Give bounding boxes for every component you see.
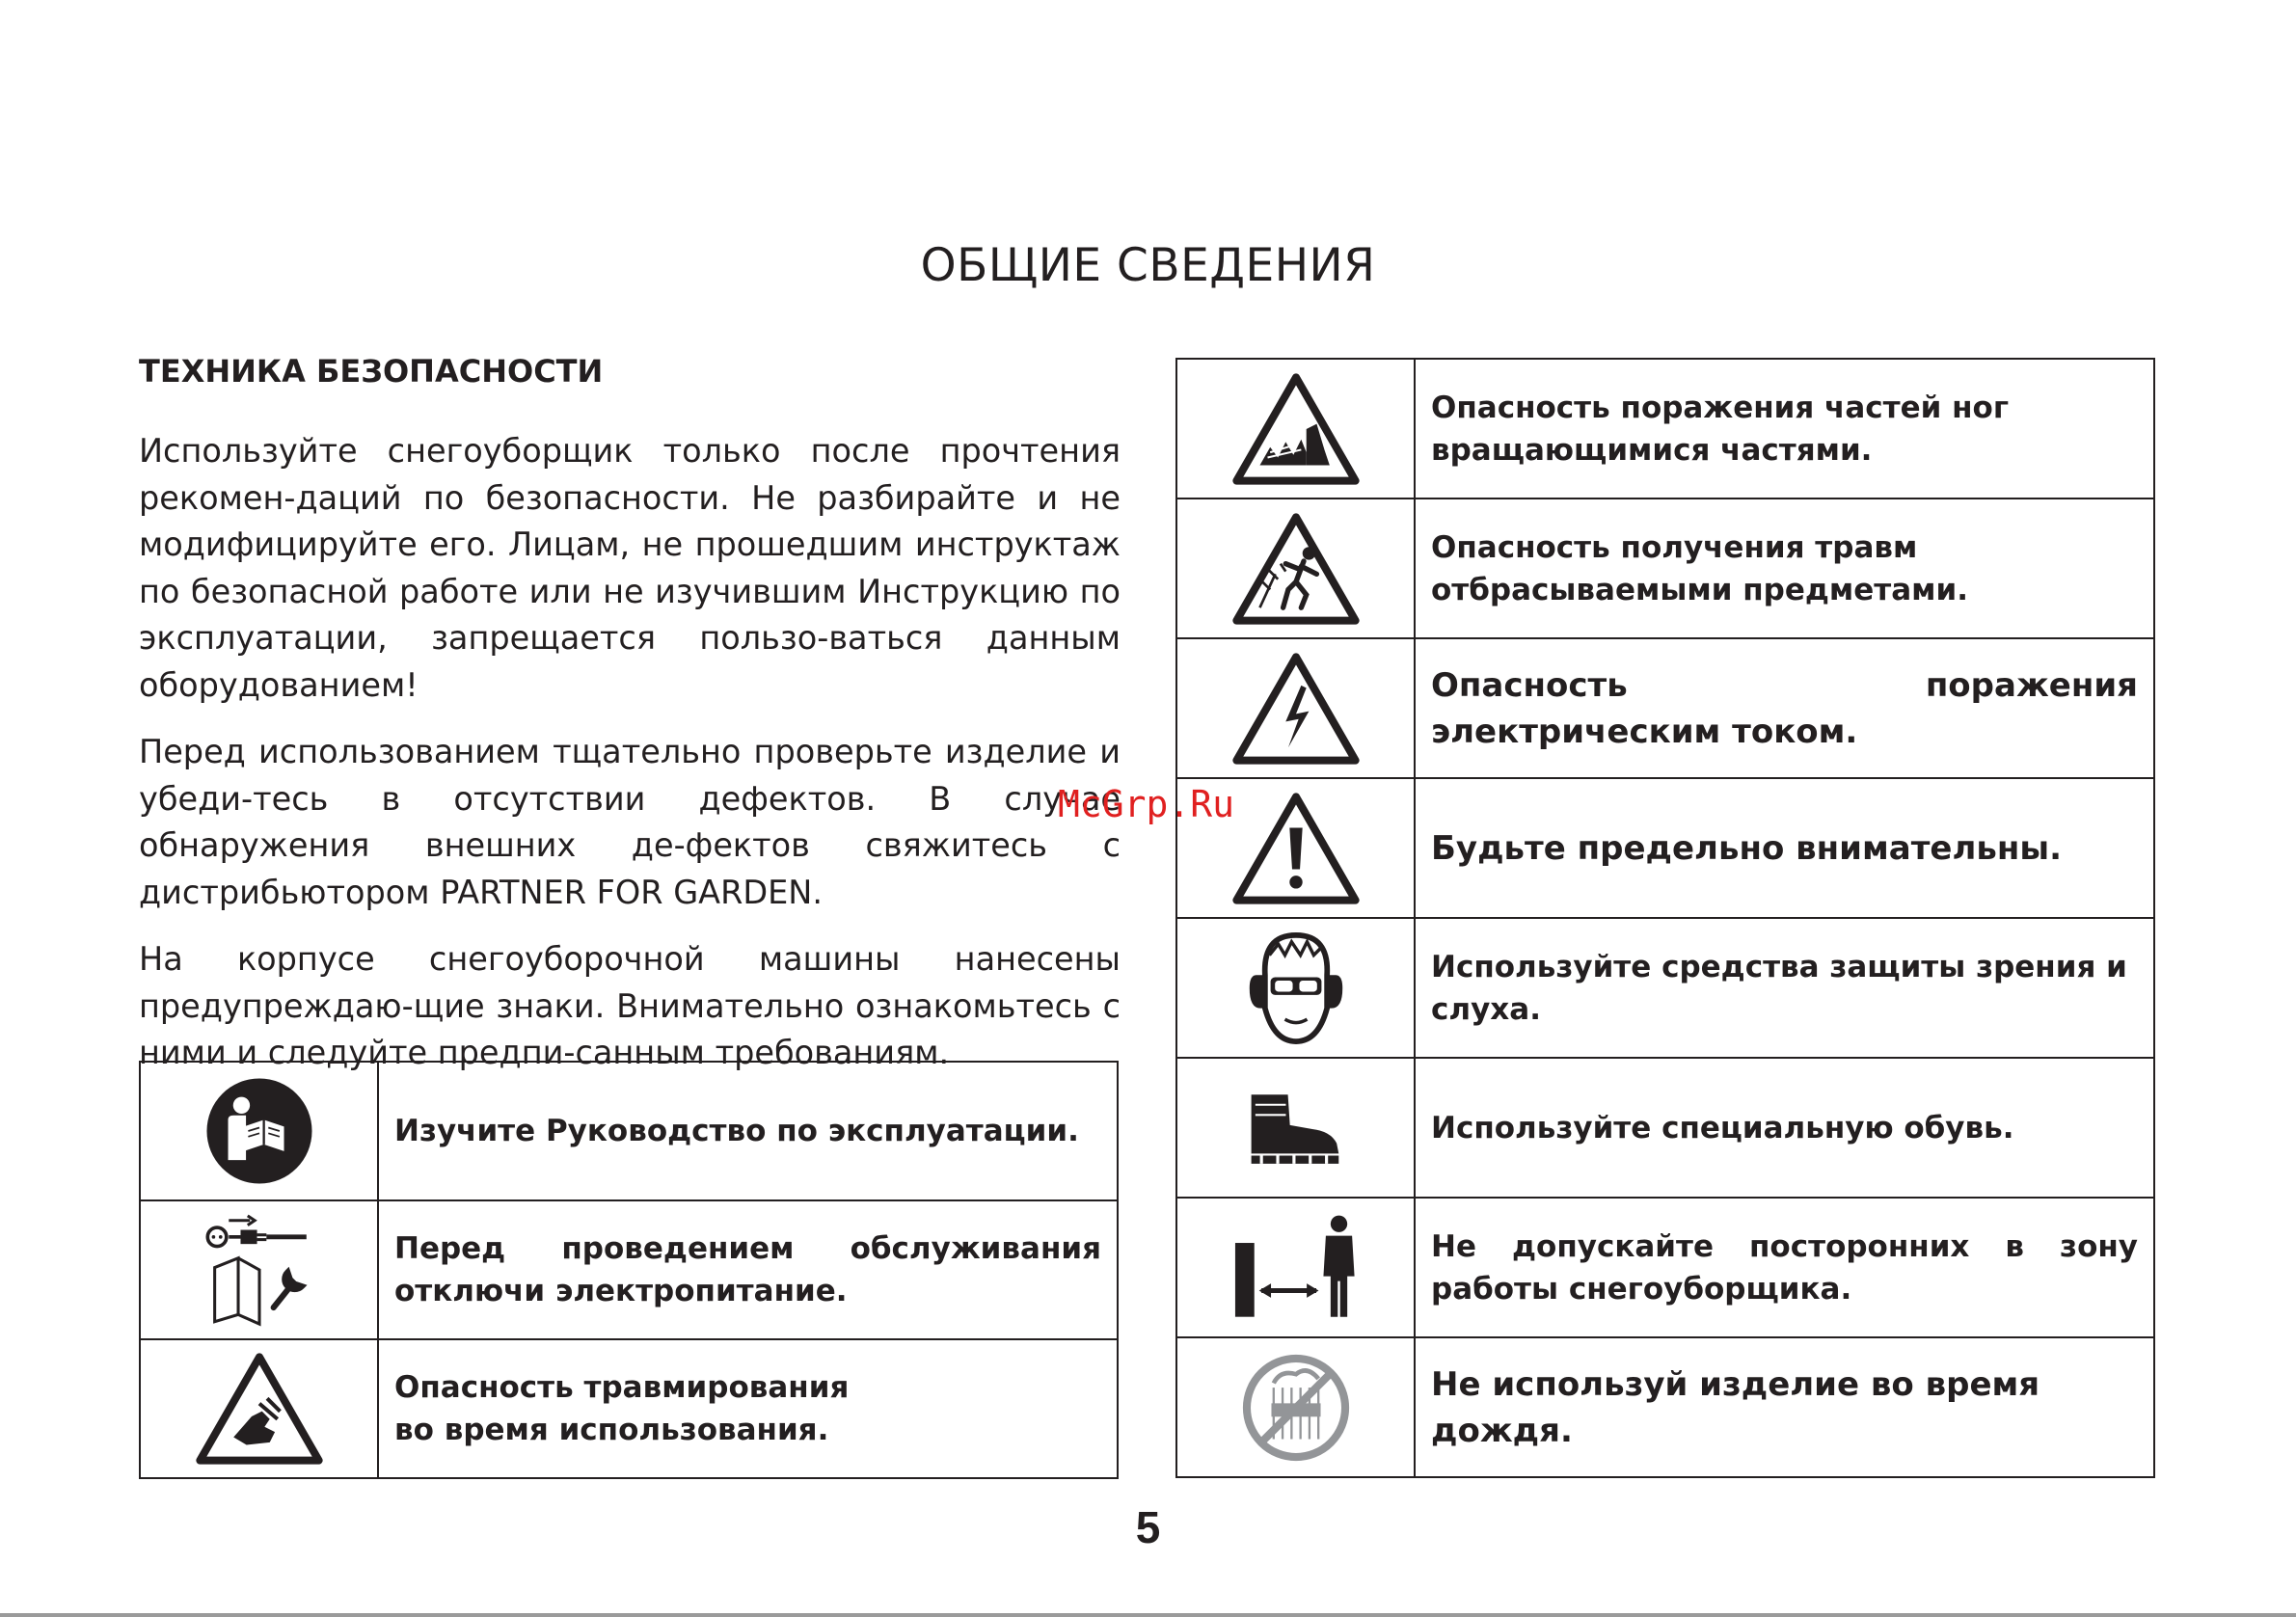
keep-bystanders-away-icon (1230, 1214, 1362, 1322)
exclamation-warning-icon (1231, 792, 1361, 905)
icon-cell (140, 1339, 378, 1478)
sign-row (140, 1200, 1118, 1339)
page-number: 5 (1135, 1502, 1161, 1552)
electric-shock-warning-icon (1231, 652, 1361, 766)
sign-text: Опасность получения травм отбрасываемыми предметами. (1415, 499, 2154, 638)
right-sign-table (1175, 358, 2155, 1478)
safety-boot-icon (1245, 1091, 1347, 1166)
sign-text: Будьте предельно внимательны. (1415, 778, 2154, 918)
sign-text: Опасность поражения электрическим током. (1415, 638, 2154, 778)
icon-cell (1176, 918, 1415, 1058)
thrown-objects-warning-icon (1231, 512, 1361, 626)
icon-cell (1176, 1337, 1415, 1477)
sign-text: Перед проведением обслуживания отключи электропитание. (378, 1200, 1118, 1339)
sign-row (140, 1339, 1118, 1478)
eye-ear-protection-icon (1240, 929, 1352, 1048)
icon-cell (1176, 499, 1415, 638)
sign-text: Изучите Руководство по эксплуатации. (378, 1062, 1118, 1200)
left-sign-table (139, 1061, 1119, 1479)
icon-cell (1176, 638, 1415, 778)
no-rain-use-icon (1240, 1352, 1352, 1464)
sign-row (1176, 778, 2154, 918)
sign-text: Не допускайте посторонних в зону работы снегоуборщика. (1415, 1198, 2154, 1337)
watermark: McGrp.Ru (1058, 783, 1235, 825)
sign-row (1176, 638, 2154, 778)
icon-cell (140, 1062, 378, 1200)
icon-cell (1176, 359, 1415, 499)
icon-cell (140, 1200, 378, 1339)
sign-text: Опасность травмирования во время использования. (378, 1339, 1118, 1478)
paragraph: Используйте снегоуборщик только после прочтения рекомен-даций по безопасности. Не разбирайте и не модифицируйте его. Лицам, не прошедшим инструктаж по безопасной работе или не изучившим Инструкцию по эксплуатации, запрещается пользо-ваться данным оборудованием! (139, 432, 1121, 704)
unplug-maintenance-icon (201, 1211, 318, 1329)
safety-text (139, 428, 1121, 1097)
foot-rotating-parts-warning-icon (1231, 372, 1361, 486)
sign-text: Не используй изделие во время дождя. (1415, 1337, 2154, 1477)
sign-row (140, 1062, 1118, 1200)
sign-text: Используйте специальную обувь. (1415, 1058, 2154, 1198)
icon-cell (1176, 778, 1415, 918)
bottom-rule (0, 1613, 2296, 1617)
paragraph: Перед использованием тщательно проверьте изделие и убеди-тесь в отсутствии дефектов. В случае обнаружения внешних де-фектов свяжитесь с дистрибьютором PARTNER FOR GARDEN. (139, 733, 1121, 911)
sign-text: Опасность поражения частей ног вращающимися частями. (1415, 359, 2154, 499)
sign-text: Используйте средства защиты зрения и слуха. (1415, 918, 2154, 1058)
sign-row (1176, 918, 2154, 1058)
sign-row (1176, 499, 2154, 638)
icon-cell (1176, 1198, 1415, 1337)
sign-row (1176, 359, 2154, 499)
paragraph: На корпусе снегоуборочной машины нанесены предупреждаю-щие знаки. Внимательно ознакомьтесь с ними и следуйте предпи-санным требованиям. (139, 940, 1121, 1071)
sign-row (1176, 1058, 2154, 1198)
hand-injury-warning-icon (195, 1352, 324, 1466)
page-title: ОБЩИЕ СВЕДЕНИЯ (920, 239, 1376, 292)
read-manual-icon (203, 1075, 315, 1187)
section-heading: ТЕХНИКА БЕЗОПАСНОСТИ (139, 353, 604, 390)
sign-row (1176, 1337, 2154, 1477)
sign-row (1176, 1198, 2154, 1337)
icon-cell (1176, 1058, 1415, 1198)
